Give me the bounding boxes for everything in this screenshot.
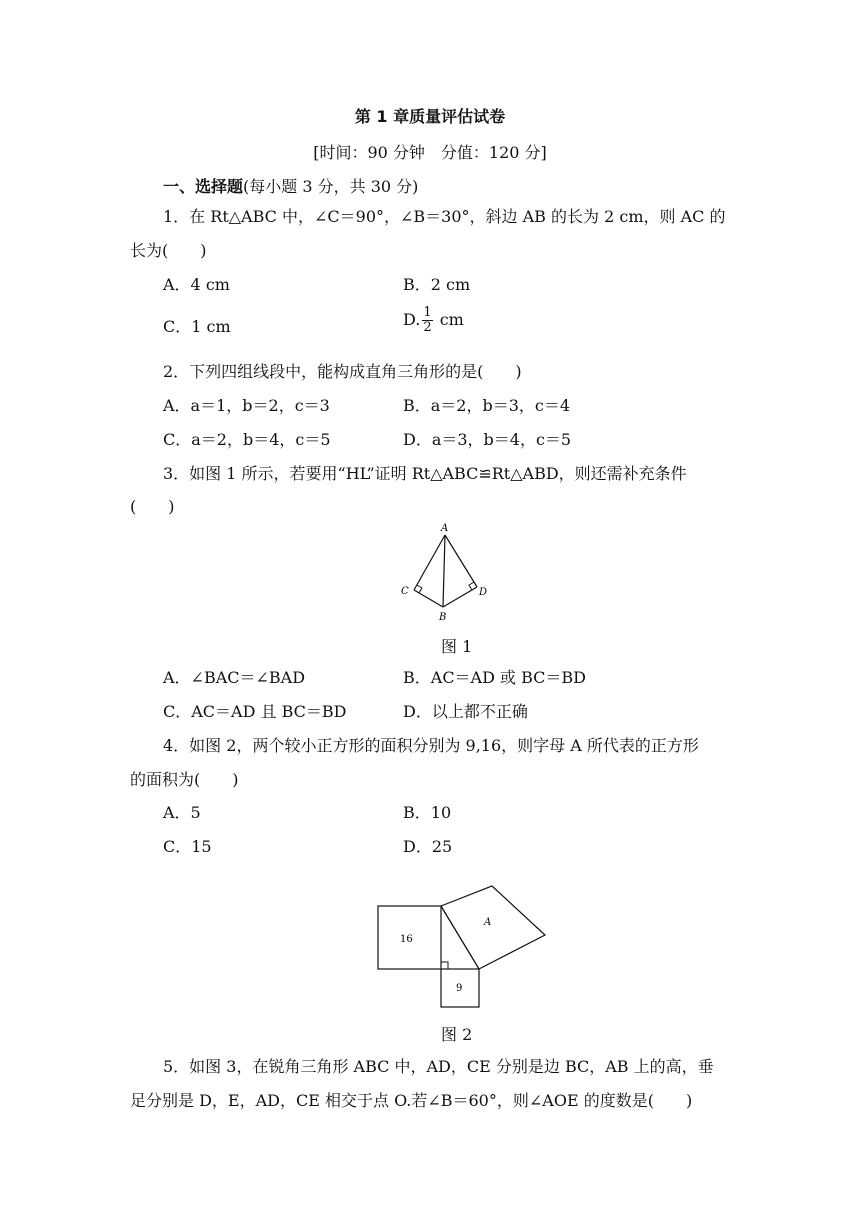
q1-option-d-unit: cm — [439, 310, 464, 329]
q2-stem: 2．下列四组线段中，能构成直角三角形的是( ) — [163, 362, 522, 381]
label-d: D — [479, 587, 488, 598]
section-note: (每小题 3 分，共 30 分) — [243, 177, 419, 196]
q4-option-b: B．10 — [403, 803, 452, 822]
q2-option-d: D．a＝3，b＝4，c＝5 — [403, 430, 572, 449]
fraction — [422, 306, 432, 335]
q3-option-a: A．∠BAC＝∠BAD — [163, 668, 306, 687]
label-16: 16 — [400, 934, 413, 945]
section-title: 一、选择题 — [163, 177, 244, 196]
q4-option-c: C．15 — [163, 837, 212, 856]
q3-option-d: D．以上都不正确 — [403, 702, 528, 721]
q3-option-b: B．AC＝AD 或 BC＝BD — [403, 668, 586, 687]
q4-stem-line2: 的面积为( ) — [130, 770, 239, 789]
q1-option-b: B．2 cm — [403, 275, 471, 294]
figure-2-squares — [370, 885, 555, 1010]
section-heading — [163, 174, 418, 197]
q5-stem-line1: 5．如图 3，在锐角三角形 ABC 中，AD，CE 分别是边 BC，AB 上的高，垂 — [163, 1057, 714, 1076]
q2-option-a: A．a＝1，b＝2，c＝3 — [163, 396, 330, 415]
q2-option-b: B．a＝2，b＝3，c＝4 — [403, 396, 571, 415]
q3-option-c: C．AC＝AD 且 BC＝BD — [163, 702, 347, 721]
q4-option-a: A．5 — [163, 803, 201, 822]
q2-option-c: C．a＝2，b＝4，c＝5 — [163, 430, 331, 449]
q1-stem-line1: 1．在 Rt△ABC 中，∠C＝90°，∠B＝30°，斜边 AB 的长为 2 cm，则 AC 的 — [163, 207, 726, 226]
q1-stem-line2: 长为( ) — [130, 241, 207, 260]
q1-option-a: A．4 cm — [163, 275, 230, 294]
figure-2-caption: 图 2 — [441, 1025, 473, 1044]
figure-1-caption: 图 1 — [441, 637, 473, 656]
label-a: A — [441, 523, 449, 534]
label-b: B — [439, 612, 447, 623]
label-9: 9 — [456, 983, 463, 994]
q1-option-c: C．1 cm — [163, 317, 231, 336]
figure-1-kite — [390, 520, 500, 626]
q1-option-d-prefix: D. — [403, 310, 421, 329]
q3-stem-line1: 3．如图 1 所示，若要用“HL”证明 Rt△ABC≌Rt△ABD，则还需补充条件 — [163, 464, 687, 483]
q4-option-d: D．25 — [403, 837, 453, 856]
q4-stem-line1: 4．如图 2，两个较小正方形的面积分别为 9,16，则字母 A 所代表的正方形 — [163, 736, 699, 755]
label-a-square: A — [484, 917, 492, 928]
fraction-numerator: 1 — [423, 305, 432, 320]
exam-info: [时间：90 分钟 分值：120 分] — [313, 143, 547, 162]
page-title: 第 1 章质量评估试卷 — [354, 107, 506, 126]
label-c: C — [401, 586, 409, 597]
q5-stem-line2: 足分别是 D，E，AD，CE 相交于点 O.若∠B＝60°，则∠AOE 的度数是( ) — [130, 1091, 693, 1110]
q3-stem-line2: ( ) — [130, 497, 175, 516]
q1-option-d — [403, 306, 464, 335]
fraction-denominator: 2 — [423, 320, 432, 335]
